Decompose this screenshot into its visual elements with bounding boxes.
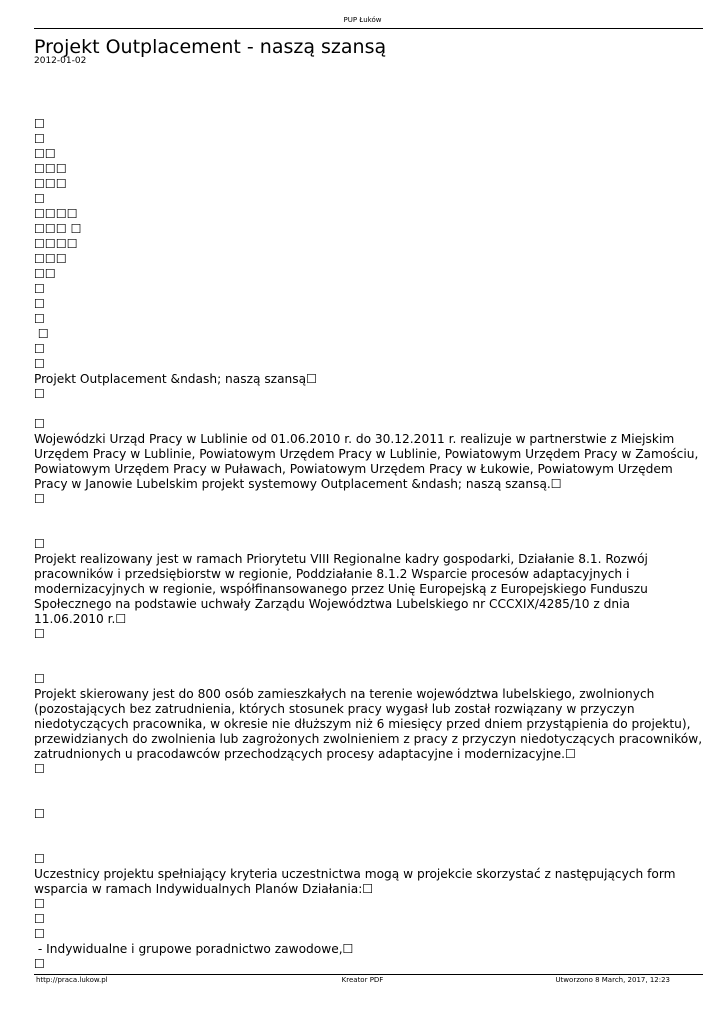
publish-date: 2012-01-02 (34, 56, 87, 66)
paragraph-4: Uczestnicy projektu spełniający kryteria uczestnictwa mogą w projekcie skorzystać z następujących form wsparcia w ramach Indywidualnych Planów Działania:☐ (34, 867, 676, 896)
article-heading: Projekt Outplacement &ndash; naszą szansą☐ (34, 372, 318, 386)
placeholder-box-line: ☐ (34, 192, 45, 206)
footer-created: Utworzono 8 March, 2017, 12:23 (555, 976, 670, 984)
placeholder-box: ☐ (34, 492, 45, 506)
placeholder-box: ☐ (34, 387, 45, 401)
placeholder-box: ☐ (34, 537, 45, 551)
placeholder-box: ☐ (34, 927, 45, 941)
placeholder-box: ☐ (34, 672, 45, 686)
placeholder-box-line: ☐☐☐ (34, 177, 67, 191)
header-rule (34, 28, 703, 29)
list-item: - Indywidualne i grupowe poradnictwo zawodowe,☐ (34, 942, 354, 956)
placeholder-box-line: ☐ (34, 342, 45, 356)
placeholder-box-line: ☐☐☐ (34, 252, 67, 266)
placeholder-box-line: ☐☐ (34, 147, 56, 161)
placeholder-box: ☐ (34, 957, 45, 971)
placeholder-box: ☐ (34, 897, 45, 911)
footer-generator: Kreator PDF (341, 976, 384, 984)
placeholder-box-line: ☐ (34, 327, 49, 341)
placeholder-box-line: ☐ (34, 117, 45, 131)
placeholder-box: ☐ (34, 762, 45, 776)
placeholder-box-line: ☐ (34, 312, 45, 326)
placeholder-box-lines (34, 117, 703, 372)
article-body (34, 117, 703, 972)
placeholder-box: ☐ (34, 417, 45, 431)
placeholder-box-line: ☐☐☐☐ (34, 237, 78, 251)
placeholder-box-line: ☐ (34, 357, 45, 371)
paragraph-3: Projekt skierowany jest do 800 osób zamieszkałych na terenie województwa lubelskiego, zwolnionych (pozostających bez zatrudnienia, których stosunek pracy wygasł lub został rozwiązany w przyczyn niedotyczących pracownika, w okresie nie dłuższym niż 6 miesięcy przed dniem przystąpienia do projektu), przewidzianych do zwolnienia lub zagrożonych zwolnieniem z pracy z przyczyn niedotyczących pracowników, zatrudnionych u pracodawców przechodzących procesy adaptacyjne i modernizacyjne.☐ (34, 687, 703, 761)
paragraph-1: Wojewódzki Urząd Pracy w Lublinie od 01.06.2010 r. do 30.12.2011 r. realizuje w partnerstwie z Miejskim Urzędem Pracy w Lublinie, Powiatowym Urzędem Pracy w Lublinie, Powiatowym Urzędem Pracy w Zamościu, Powiatowym Urzędem Pracy w Puławach, Powiatowym Urzędem Pracy w Łukowie, Powiatowym Urzędem Pracy w Janowie Lubelskim projekt systemowy Outplacement &ndash; naszą szansą.☐ (34, 432, 699, 491)
placeholder-box-line: ☐☐☐ ☐ (34, 222, 82, 236)
placeholder-box-line: ☐ (34, 282, 45, 296)
placeholder-box-line: ☐ (34, 297, 45, 311)
placeholder-box: ☐ (34, 807, 45, 821)
page-title: Projekt Outplacement - naszą szansą (34, 36, 387, 58)
page-header-site: PUP Łuków (343, 16, 382, 24)
footer-url: http://praca.lukow.pl (36, 976, 108, 984)
placeholder-box: ☐ (34, 912, 45, 926)
paragraph-2: Projekt realizowany jest w ramach Priorytetu VIII Regionalne kadry gospodarki, Działanie 8.1. Rozwój pracowników i przedsiębiorstw w regionie, Poddziałanie 8.1.2 Wsparcie procesów adaptacyjnych i modernizacyjnych w regionie, współfinansowanego przez Unię Europejską z Europejskiego Funduszu Społecznego na podstawie uchwały Zarządu Województwa Lubelskiego nr CCCXIX/4285/10 z dnia 11.06.2010 r.☐ (34, 552, 648, 626)
placeholder-box-line: ☐ (34, 132, 45, 146)
placeholder-box-line: ☐☐ (34, 267, 56, 281)
placeholder-box: ☐ (34, 627, 45, 641)
placeholder-box-line: ☐☐☐ (34, 162, 67, 176)
placeholder-box-line: ☐☐☐☐ (34, 207, 78, 221)
placeholder-box: ☐ (34, 852, 45, 866)
footer-rule (34, 974, 703, 975)
